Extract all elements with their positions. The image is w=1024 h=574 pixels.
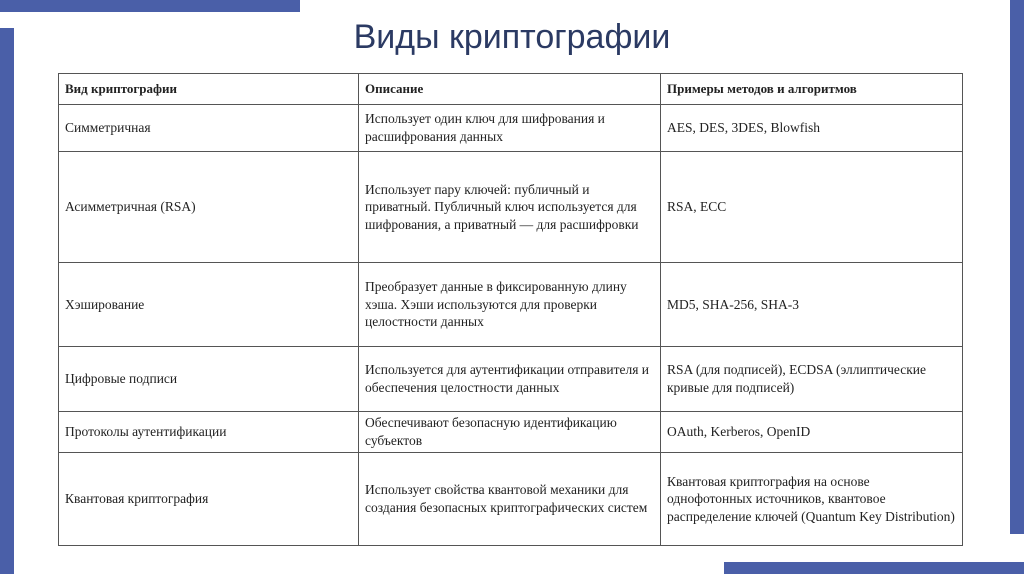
- table-row: [59, 453, 963, 546]
- cell-examples: RSA (для подписей), ECDSA (эллиптические кривые для подписей): [661, 347, 963, 412]
- cell-description: Используется для аутентификации отправителя и обеспечения целостности данных: [359, 347, 661, 412]
- table-row: [59, 412, 963, 453]
- cell-type: Симметричная: [59, 105, 359, 152]
- table-row: [59, 105, 963, 152]
- decor-bar-top: [0, 0, 300, 12]
- cell-type: Асимметричная (RSA): [59, 152, 359, 263]
- cell-description: Использует пару ключей: публичный и приватный. Публичный ключ используется для шифрования, а приватный — для расшифровки: [359, 152, 661, 263]
- slide-title: Виды криптографии: [353, 18, 671, 56]
- table-header-row: [59, 74, 963, 105]
- cell-description: Использует свойства квантовой механики для создания безопасных криптографических систем: [359, 453, 661, 546]
- cell-description: Обеспечивают безопасную идентификацию субъектов: [359, 412, 661, 453]
- cell-type: Протоколы аутентификации: [59, 412, 359, 453]
- decor-bar-left: [0, 28, 14, 574]
- header-examples: Примеры методов и алгоритмов: [661, 74, 963, 105]
- cell-examples: RSA, ECC: [661, 152, 963, 263]
- table-row: [59, 347, 963, 412]
- header-type: Вид криптографии: [59, 74, 359, 105]
- cell-type: Хэширование: [59, 263, 359, 347]
- cell-description: Преобразует данные в фиксированную длину хэша. Хэши используются для проверки целостности данных: [359, 263, 661, 347]
- cell-type: Квантовая криптография: [59, 453, 359, 546]
- table-row: [59, 152, 963, 263]
- cell-examples: Квантовая криптография на основе однофотонных источников, квантовое распределение ключей (Quantum Key Distribution): [661, 453, 963, 546]
- table-row: [59, 263, 963, 347]
- cell-examples: MD5, SHA-256, SHA-3: [661, 263, 963, 347]
- cell-description: Использует один ключ для шифрования и расшифрования данных: [359, 105, 661, 152]
- cell-examples: AES, DES, 3DES, Blowfish: [661, 105, 963, 152]
- cell-type: Цифровые подписи: [59, 347, 359, 412]
- crypto-table: [58, 73, 963, 546]
- decor-bar-right: [1010, 0, 1024, 534]
- decor-bar-bottom: [724, 562, 1024, 574]
- header-description: Описание: [359, 74, 661, 105]
- cell-examples: OAuth, Kerberos, OpenID: [661, 412, 963, 453]
